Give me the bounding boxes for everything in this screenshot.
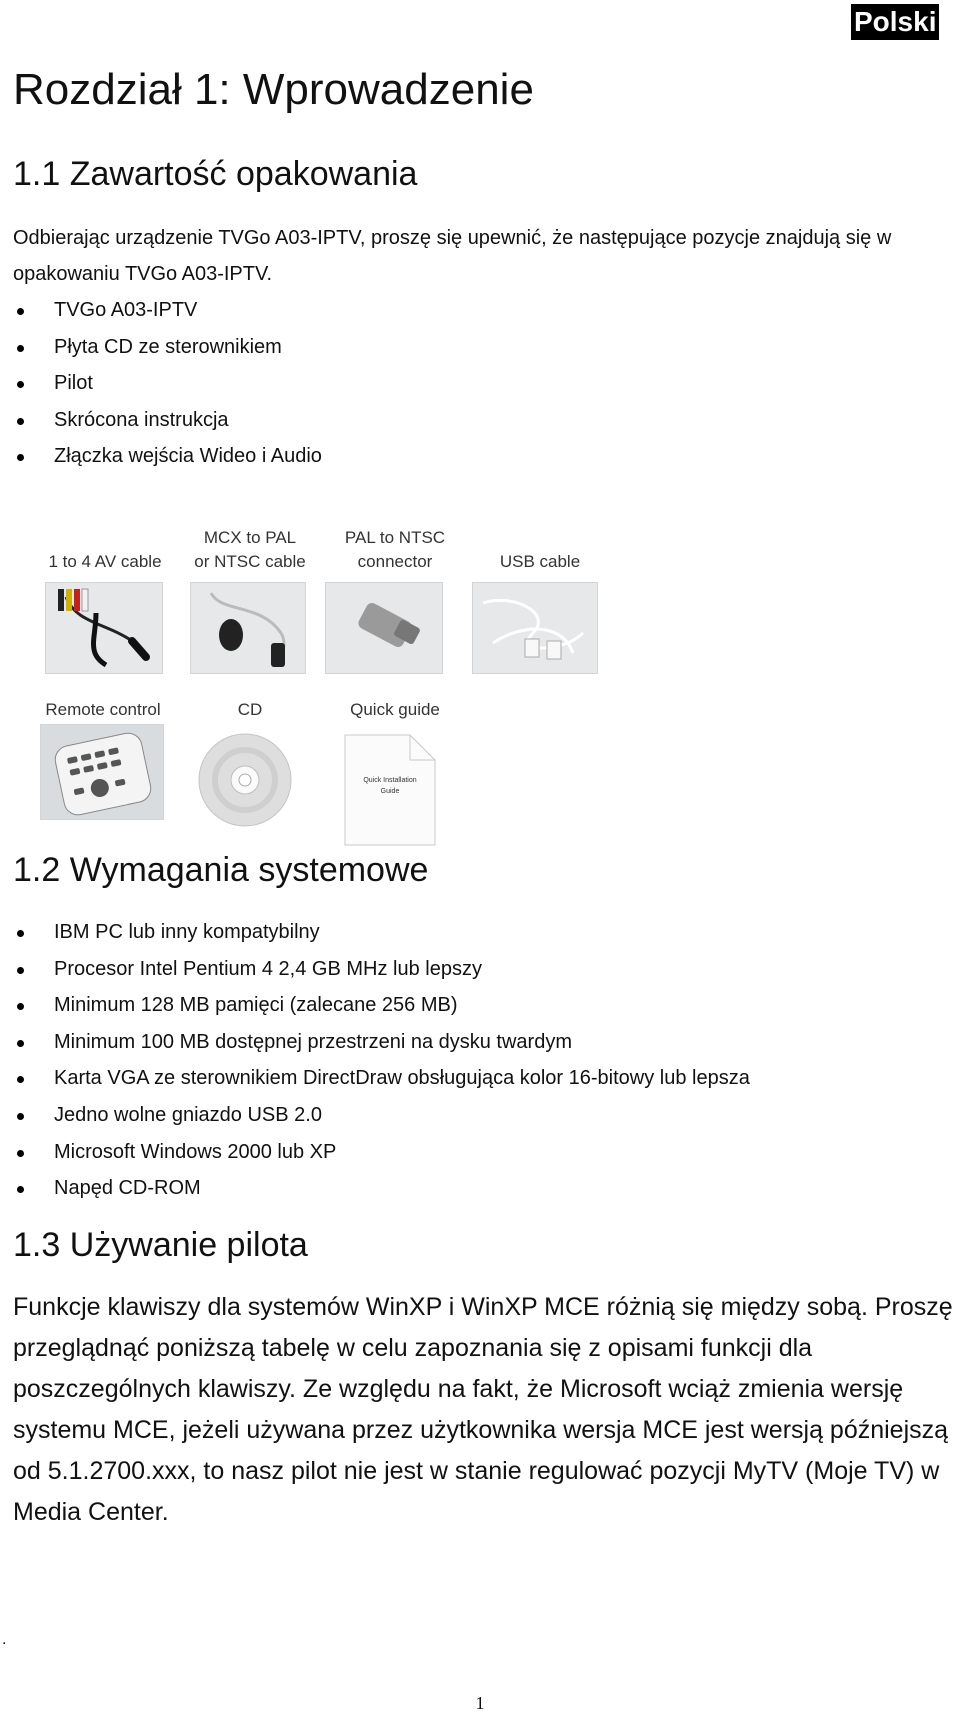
figure-label-mcx-line1: MCX to PAL	[203, 528, 297, 547]
list-item: Procesor Intel Pentium 4 2,4 GB MHz lub lepszy	[13, 951, 750, 988]
figure-label-pal-line2: connector	[357, 552, 433, 571]
figure-label-pal-line1: PAL to NTSC	[344, 528, 446, 547]
list-item: TVGo A03-IPTV	[13, 292, 322, 329]
section-title-remote: 1.3 Używanie pilota	[13, 1226, 308, 1264]
remote-control-icon	[41, 725, 165, 821]
figure-label-cd: CD	[237, 700, 263, 719]
figure-label-av-cable: 1 to 4 AV cable	[48, 552, 162, 571]
figure-label-usb-cable: USB cable	[499, 552, 581, 571]
list-item: Minimum 128 MB pamięci (zalecane 256 MB)	[13, 987, 750, 1024]
list-item: Pilot	[13, 365, 322, 402]
package-contents-figure	[0, 520, 960, 835]
connector-icon	[326, 583, 444, 675]
mcx-cable-icon	[191, 583, 307, 675]
figure-label-quick-guide: Quick guide	[350, 700, 440, 719]
language-badge: Polski	[851, 4, 939, 40]
figure-label-remote: Remote control	[45, 700, 161, 719]
quick-guide-doc-text: Guide	[380, 788, 400, 795]
list-item: Jedno wolne gniazdo USB 2.0	[13, 1097, 750, 1134]
list-item: Karta VGA ze sterownikiem DirectDraw obsługująca kolor 16-bitowy lub lepsza	[13, 1060, 750, 1097]
remote-usage-text: Funkcje klawiszy dla systemów WinXP i WinXP MCE różnią się między sobą. Proszę przeglądnąć poniższą tabelę w celu zapoznania się z opisami funkcji dla poszczególnych klawiszy. Ze względu na fakt, że Microsoft wciąż zmienia wersję systemu MCE, jeżeli używana przez użytkownika wersja MCE jest wersją późniejszą od 5.1.2700.xxx, to nasz pilot nie jest w stanie regulować pozycji MyTV (Moje TV) w Media Center.	[13, 1293, 953, 1526]
list-item: Napęd CD-ROM	[13, 1170, 750, 1207]
av-cable-icon	[46, 583, 164, 675]
usb-cable-icon	[473, 583, 599, 675]
usb-cable-photo	[472, 582, 598, 674]
av-cable-photo	[45, 582, 163, 674]
cd-icon	[190, 730, 300, 830]
quick-guide-photo	[340, 730, 440, 850]
package-contents-list	[13, 292, 322, 475]
figure-label-mcx-line2: or NTSC cable	[194, 552, 306, 571]
list-item: Microsoft Windows 2000 lub XP	[13, 1134, 750, 1171]
margin-mark: .	[2, 1631, 7, 1648]
mcx-cable-photo	[190, 582, 306, 674]
list-item: Płyta CD ze sterownikiem	[13, 329, 322, 366]
section-title-requirements: 1.2 Wymagania systemowe	[13, 851, 429, 889]
list-item: IBM PC lub inny kompatybilny	[13, 914, 750, 951]
list-item: Minimum 100 MB dostępnej przestrzeni na dysku twardym	[13, 1024, 750, 1061]
cd-photo	[190, 730, 300, 830]
list-item: Złączka wejścia Wideo i Audio	[13, 438, 322, 475]
list-item: Skrócona instrukcja	[13, 402, 322, 439]
chapter-title: Rozdział 1: Wprowadzenie	[13, 65, 534, 114]
page-number: 1	[475, 1693, 485, 1713]
contents-intro: Odbierając urządzenie TVGo A03-IPTV, proszę się upewnić, że następujące pozycje znajdują się w opakowaniu TVGo A03-IPTV.	[13, 227, 892, 285]
section-title-contents: 1.1 Zawartość opakowania	[13, 155, 418, 193]
pal-connector-photo	[325, 582, 443, 674]
remote-control-photo	[40, 724, 164, 820]
quick-guide-doc-text: Quick Installation	[363, 777, 417, 784]
system-requirements-list	[13, 914, 750, 1207]
